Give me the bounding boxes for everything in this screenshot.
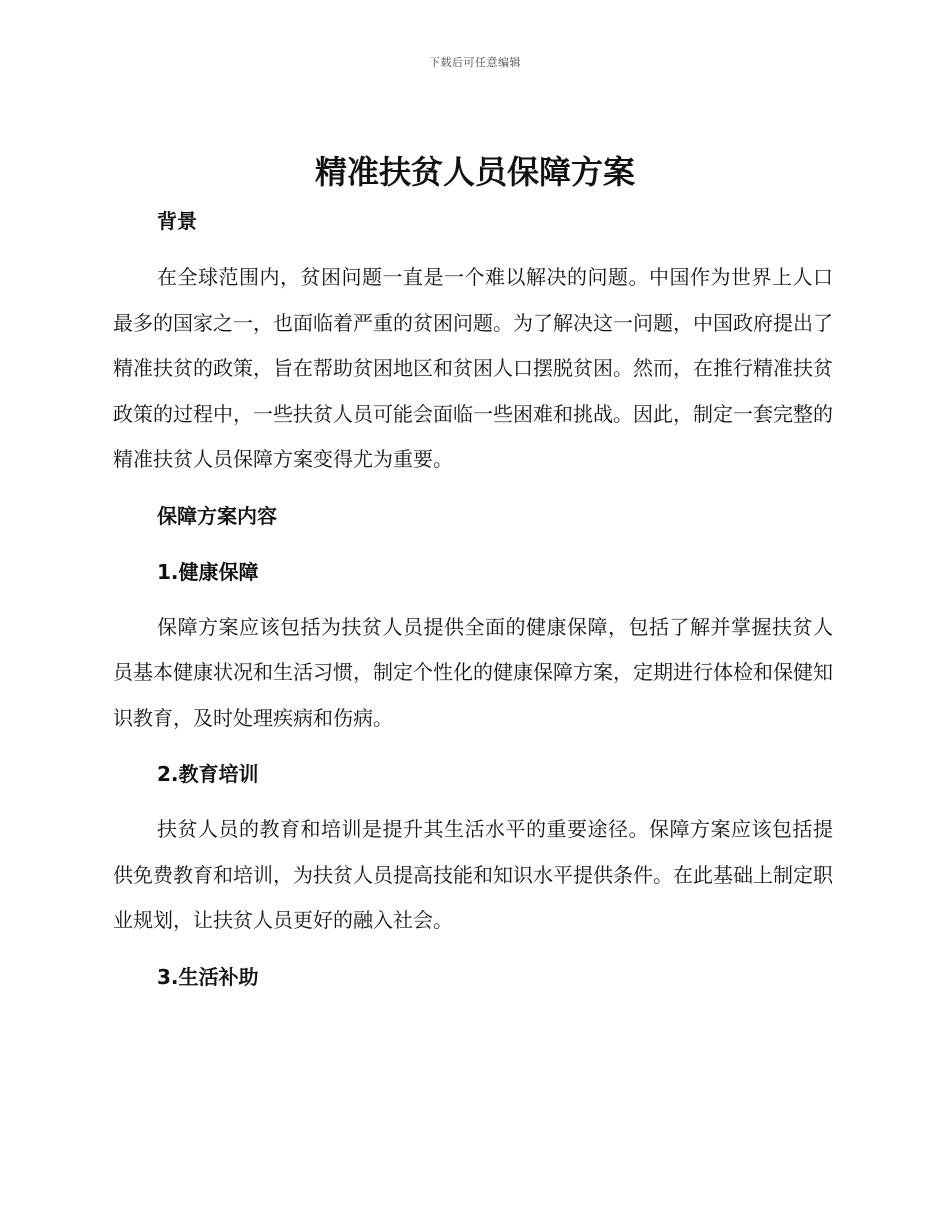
section-heading-health: 1.健康保障 bbox=[157, 559, 259, 584]
header-note: 下载后可任意编辑 bbox=[429, 56, 521, 69]
section-heading-education: 2.教育培训 bbox=[157, 762, 259, 786]
section-paragraph-education: 扶贫人员的教育和培训是提升其生活水平的重要途径。保障方案应该包括提供免费教育和培训，为扶贫人员提高技能和知识水平提供条件。在此基础上制定职业规划，让扶贫人员更好的融入社会。 bbox=[113, 817, 833, 932]
section-paragraph-background: 在全球范围内，贫困问题一直是一个难以解决的问题。中国作为世界上人口最多的国家之一，也面临着严重的贫困问题。为了解决这一问题，中国政府提出了精准扶贫的政策，旨在帮助贫困地区和贫困人口摆脱贫困。然而，在推行精准扶贫政策的过程中，一些扶贫人员可能会面临一些困难和挑战。因此，制定一套完整的精准扶贫人员保障方案变得尤为重要。 bbox=[113, 265, 833, 471]
document-title: 精准扶贫人员保障方案 bbox=[314, 153, 635, 191]
section-heading-living-subsidy: 3.生活补助 bbox=[157, 964, 259, 989]
section-heading-plan-content: 保障方案内容 bbox=[157, 503, 277, 528]
section-paragraph-health: 保障方案应该包括为扶贫人员提供全面的健康保障，包括了解并掌握扶贫人员基本健康状况和生活习惯，制定个性化的健康保障方案，定期进行体检和保健知识教育，及时处理疾病和伤病。 bbox=[113, 614, 833, 730]
document-body bbox=[113, 198, 833, 1000]
section-heading-background: 背景 bbox=[157, 209, 197, 233]
